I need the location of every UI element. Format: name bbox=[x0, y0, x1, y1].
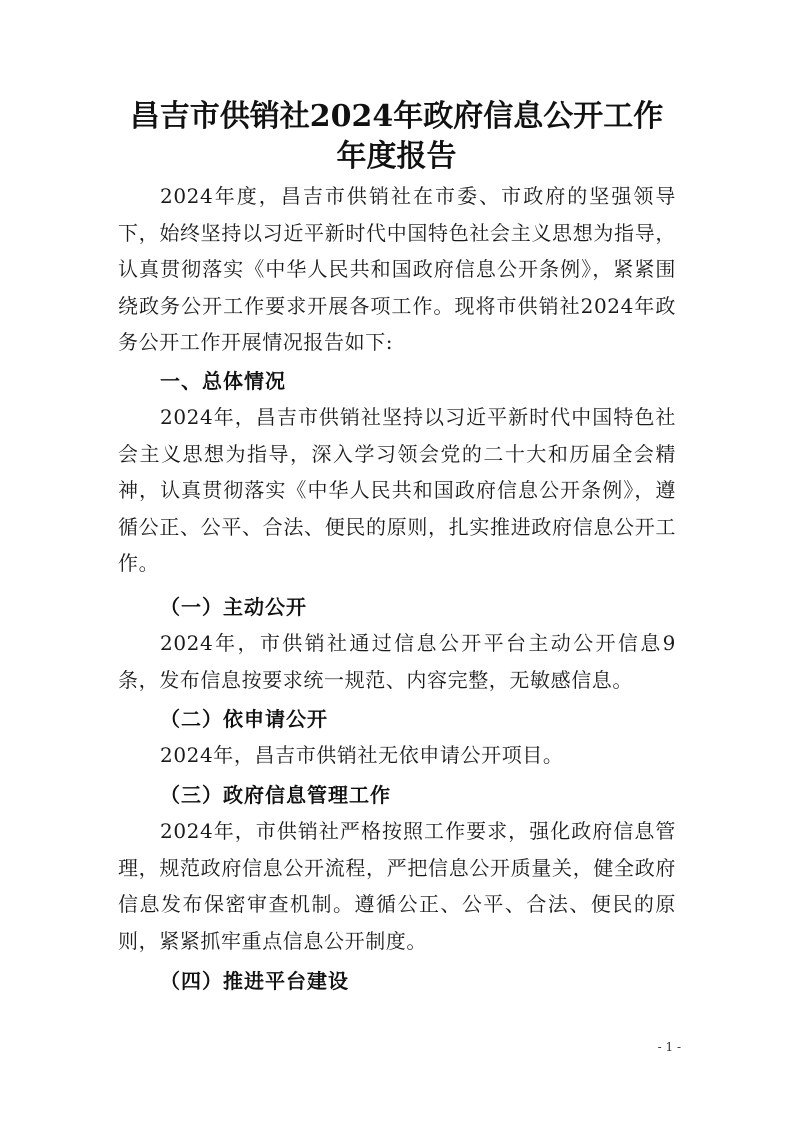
section-body-proactive: 2024年，市供销社通过信息公开平台主动公开信息9条，发布信息按要求统一规范、内容完整，无敏感信息。 bbox=[118, 631, 676, 692]
section-body-overall: 2024年，昌吉市供销社坚持以习近平新时代中国特色社会主义思想为指导，深入学习领会党的二十大和历届全会精神，认真贯彻落实《中华人民共和国政府信息公开条例》，遵循公正、公平、合法、便民的原则，扎实推进政府信息公开工作。 bbox=[118, 405, 676, 575]
section-heading-overall: 一、总体情况 bbox=[160, 369, 286, 393]
section-heading-platform: （四）推进平台建设 bbox=[160, 969, 349, 993]
section-body-on-request: 2024年，昌吉市供销社无依申请公开项目。 bbox=[160, 743, 564, 767]
page-number: - 1 - bbox=[657, 1040, 681, 1054]
section-heading-management: （三）政府信息管理工作 bbox=[160, 783, 391, 807]
section-body-management: 2024年，市供销社严格按照工作要求，强化政府信息管理，规范政府信息公开流程，严把信息公开质量关，健全政府信息发布保密审查机制。遵循公正、公平、合法、便民的原则，紧紧抓牢重点信息公开制度。 bbox=[118, 819, 676, 953]
intro-paragraph: 2024年度，昌吉市供销社在市委、市政府的坚强领导下，始终坚持以习近平新时代中国特色社会主义思想为指导，认真贯彻落实《中华人民共和国政府信息公开条例》，紧紧围绕政务公开工作要求开展各项工作。现将市供销社2024年政务公开工作开展情况报告如下: bbox=[118, 184, 676, 354]
section-heading-on-request: （二）依申请公开 bbox=[160, 707, 328, 731]
document-title-line-2: 年度报告 bbox=[336, 139, 457, 174]
document-title-line-1: 昌吉市供销社2024年政府信息公开工作 bbox=[129, 99, 664, 134]
section-heading-proactive: （一）主动公开 bbox=[160, 595, 307, 619]
